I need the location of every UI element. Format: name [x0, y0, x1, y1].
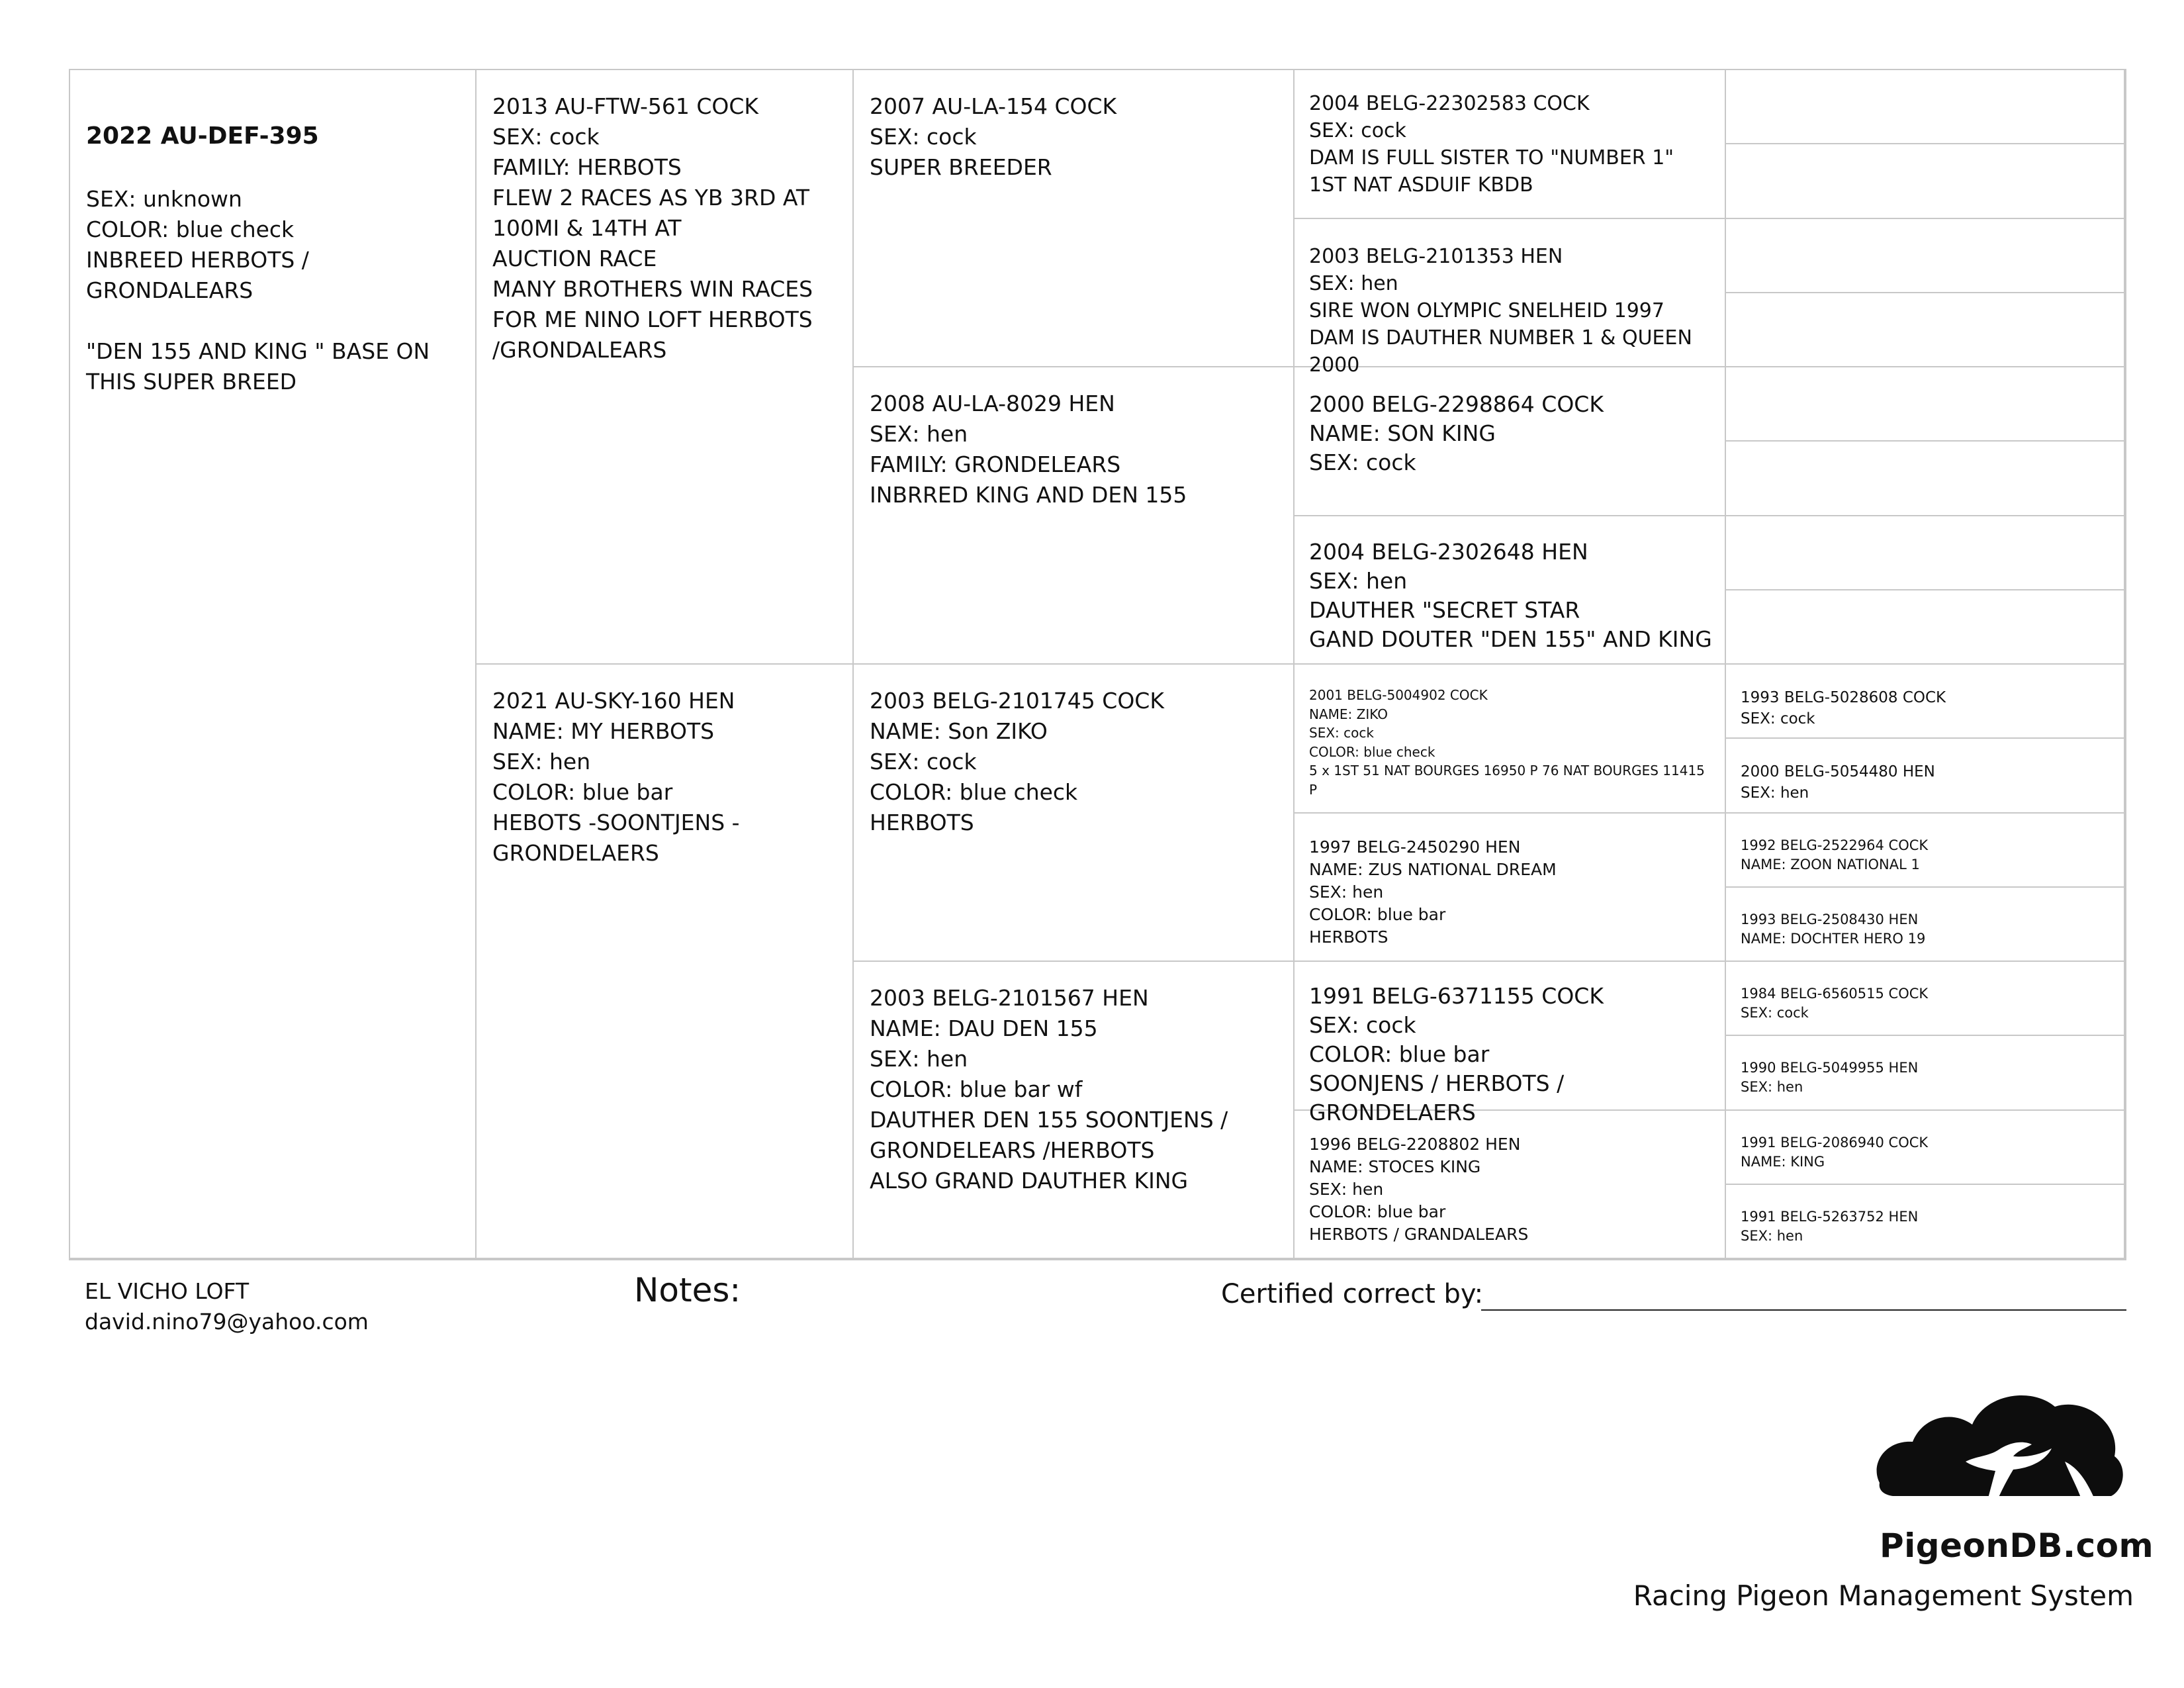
pedigree-line: 1991 BELG-5263752 HEN	[1741, 1209, 1919, 1225]
pedigree-line: SEX: hen	[1309, 1180, 1384, 1199]
dam-cell	[477, 665, 854, 1259]
subject-cell	[70, 70, 477, 1259]
pedigree-line: 2003 BELG-2101567 HEN	[870, 985, 1149, 1011]
pedigree-line: 1996 BELG-2208802 HEN	[1309, 1135, 1521, 1154]
pedigree-line: AUCTION RACE	[492, 246, 657, 271]
gen4-cell	[1726, 888, 2125, 962]
pedigree-line: COLOR: blue bar	[492, 779, 673, 805]
pedigree-line: COLOR: blue bar	[1309, 1202, 1446, 1221]
pedigree-line: SEX: hen	[1309, 272, 1398, 295]
gen4-cell	[1726, 293, 2125, 367]
certified-label: Certified correct by:	[1221, 1279, 1484, 1309]
pedigree-line: 2000 BELG-2298864 COCK	[1309, 391, 1604, 417]
logo-brand: PigeonDB.com	[1880, 1526, 2154, 1565]
pedigree-line: COLOR: blue check	[1309, 743, 1435, 760]
pedigree-line: SEX: hen	[1741, 1079, 1803, 1095]
pedigree-line: 2004 BELG-2302648 HEN	[1309, 539, 1588, 565]
pedigree-line: COLOR: blue check	[86, 216, 295, 242]
pedigree-line: SEX: unknown	[86, 186, 242, 212]
pedigree-line: SEX: cock	[1309, 725, 1374, 741]
cloud-pigeon-icon	[1866, 1383, 2131, 1529]
pedigree-line: 2004 BELG-22302583 COCK	[1309, 92, 1590, 115]
pedigree-line: "DEN 155 AND KING " BASE ON THIS SUPER BREED	[86, 338, 430, 395]
gen2-cell	[854, 367, 1295, 665]
pedigree-line: SEX: cock	[1309, 449, 1416, 475]
pedigree-line: SEX: cock	[1309, 1012, 1416, 1038]
subject-details	[86, 184, 461, 397]
pedigree-line: FAMILY: HERBOTS	[492, 154, 682, 180]
pedigree-line: INBRRED KING AND DEN 155	[870, 482, 1187, 508]
pedigree-line: INBREED HERBOTS / GRONDALEARS	[86, 247, 309, 303]
pedigree-line: 2003 BELG-2101745 COCK	[870, 688, 1164, 714]
gen3-cell	[1295, 516, 1726, 665]
pedigree-line: HERBOTS / GRANDALEARS	[1309, 1225, 1529, 1244]
gen4-cell	[1726, 739, 2125, 814]
pedigree-line: 2001 BELG-5004902 COCK	[1309, 687, 1488, 703]
pedigree-line: FAMILY: GRONDELEARS	[870, 451, 1121, 477]
pedigree-line: DAM IS FULL SISTER TO "NUMBER 1"	[1309, 146, 1674, 169]
pedigree-line: DAUTHER DEN 155 SOONTJENS / GRONDELEARS /HERBOTS	[870, 1107, 1228, 1163]
pedigree-line: HEBOTS -SOONTJENS -GRONDELAERS	[492, 810, 740, 866]
pedigree-line: SEX: hen	[492, 749, 591, 774]
pedigree-line: 1991 BELG-6371155 COCK	[1309, 983, 1604, 1009]
pedigree-line: 1991 BELG-2086940 COCK	[1741, 1135, 1929, 1150]
gen4-cell	[1726, 665, 2125, 739]
gen4-cell	[1726, 367, 2125, 442]
pedigree-line: 2003 BELG-2101353 HEN	[1309, 245, 1563, 268]
pedigree-line: SEX: hen	[1309, 882, 1384, 902]
pedigree-line: HERBOTS	[870, 810, 974, 835]
gen4-cell	[1726, 962, 2125, 1036]
gen3-cell	[1295, 367, 1726, 516]
notes-label: Notes:	[634, 1271, 741, 1309]
pedigree-line: SIRE WON OLYMPIC SNELHEID 1997 DAM IS DAUTHER NUMBER 1 & QUEEN 2000	[1309, 299, 1692, 377]
pedigree-line: SEX: hen	[1741, 784, 1809, 802]
pedigree-line: SEX: hen	[870, 1046, 968, 1072]
pedigree-line: NAME: SON KING	[1309, 420, 1496, 446]
pedigree-line: NAME: ZUS NATIONAL DREAM	[1309, 860, 1557, 879]
pedigree-line: ALSO GRAND DAUTHER KING	[870, 1168, 1189, 1194]
pedigree-line: COLOR: blue bar	[1309, 905, 1446, 924]
pedigree-line: 2000 BELG-5054480 HEN	[1741, 763, 1935, 780]
pedigree-line: 1992 BELG-2522964 COCK	[1741, 837, 1929, 853]
sire-cell	[477, 70, 854, 665]
pedigree-line: SUPER BREEDER	[870, 154, 1052, 180]
pedigree-line: GAND DOUTER "DEN 155" AND KING	[1309, 626, 1712, 652]
pedigree-line: SEX: cock	[1741, 710, 1815, 727]
pedigree-line: 1990 BELG-5049955 HEN	[1741, 1060, 1919, 1076]
pedigree-line: COLOR: blue bar	[1309, 1041, 1490, 1067]
pedigree-line: NAME: MY HERBOTS	[492, 718, 715, 744]
gen4-cell	[1726, 442, 2125, 516]
gen2-cell	[854, 70, 1295, 367]
pedigree-line: NAME: Son ZIKO	[870, 718, 1048, 744]
gen3-cell	[1295, 665, 1726, 814]
pigeondb-logo	[1633, 1383, 2154, 1622]
pedigree-line: 2007 AU-LA-154 COCK	[870, 93, 1117, 119]
pedigree-line: 1993 BELG-2508430 HEN	[1741, 912, 1919, 927]
pedigree-line: SEX: cock	[1309, 119, 1406, 142]
gen4-cell	[1726, 590, 2125, 665]
gen4-cell	[1726, 219, 2125, 293]
pedigree-line: 1997 BELG-2450290 HEN	[1309, 837, 1521, 857]
gen4-cell	[1726, 70, 2125, 144]
pedigree-line: DAUTHER "SECRET STAR	[1309, 597, 1580, 623]
gen4-cell	[1726, 1185, 2125, 1259]
pedigree-line: 1ST NAT ASDUIF KBDB	[1309, 173, 1533, 197]
signature-line	[1481, 1309, 2126, 1311]
pedigree-chart	[69, 69, 2126, 1260]
pedigree-line: COLOR: blue check	[870, 779, 1078, 805]
pedigree-line: NAME: DAU DEN 155	[870, 1015, 1098, 1041]
pedigree-line: SEX: cock	[870, 749, 977, 774]
pedigree-line: COLOR: blue bar wf	[870, 1076, 1083, 1102]
subject-ring: 2022 AU-DEF-395	[86, 122, 319, 150]
pedigree-line: SEX: hen	[1309, 568, 1408, 594]
pedigree-line: NAME: ZIKO	[1309, 706, 1388, 722]
pedigree-line: NAME: STOCES KING	[1309, 1157, 1481, 1176]
gen4-cell	[1726, 144, 2125, 219]
pedigree-line: SEX: cock	[1741, 1005, 1809, 1021]
gen4-cell	[1726, 516, 2125, 590]
pedigree-line: NAME: DOCHTER HERO 19	[1741, 931, 1926, 947]
pedigree-line: FLEW 2 RACES AS YB 3RD AT 100MI & 14TH AT	[492, 185, 810, 241]
gen3-cell	[1295, 814, 1726, 962]
pedigree-line: 1993 BELG-5028608 COCK	[1741, 689, 1946, 706]
pedigree-line: 5 x 1ST 51 NAT BOURGES 16950 P 76 NAT BOURGES 11415 P	[1309, 763, 1705, 798]
gen3-cell	[1295, 962, 1726, 1125]
gen4-cell	[1726, 814, 2125, 888]
pedigree-line: SEX: hen	[1741, 1228, 1803, 1244]
pedigree-line: 1984 BELG-6560515 COCK	[1741, 986, 1929, 1002]
gen3-cell	[1295, 70, 1726, 219]
pedigree-line: 2008 AU-LA-8029 HEN	[870, 391, 1115, 416]
gen3-cell	[1295, 219, 1726, 377]
pedigree-line: 2013 AU-FTW-561 COCK	[492, 93, 759, 119]
gen2-cell	[854, 665, 1295, 962]
pedigree-line: 2021 AU-SKY-160 HEN	[492, 688, 735, 714]
gen4-cell	[1726, 1111, 2125, 1185]
loft-contact	[85, 1276, 369, 1337]
loft-name: EL VICHO LOFT	[85, 1278, 250, 1304]
pedigree-line: SEX: cock	[870, 124, 977, 150]
gen4-cell	[1726, 1036, 2125, 1111]
loft-email: david.nino79@yahoo.com	[85, 1309, 369, 1335]
pedigree-line: HERBOTS	[1309, 927, 1388, 947]
gen2-cell	[854, 962, 1295, 1259]
pedigree-line: MANY BROTHERS WIN RACES FOR ME NINO LOFT HERBOTS /GRONDALEARS	[492, 276, 813, 363]
pedigree-line: NAME: KING	[1741, 1154, 1825, 1170]
pedigree-line: SEX: hen	[870, 421, 968, 447]
pedigree-line: SOONJENS / HERBOTS / GRONDELAERS	[1309, 1070, 1565, 1125]
pedigree-line	[86, 306, 461, 336]
gen3-cell	[1295, 1111, 1726, 1259]
pedigree-line: SEX: cock	[492, 124, 600, 150]
pedigree-line: NAME: ZOON NATIONAL 1	[1741, 857, 1920, 872]
logo-tagline: Racing Pigeon Management System	[1633, 1579, 2134, 1612]
